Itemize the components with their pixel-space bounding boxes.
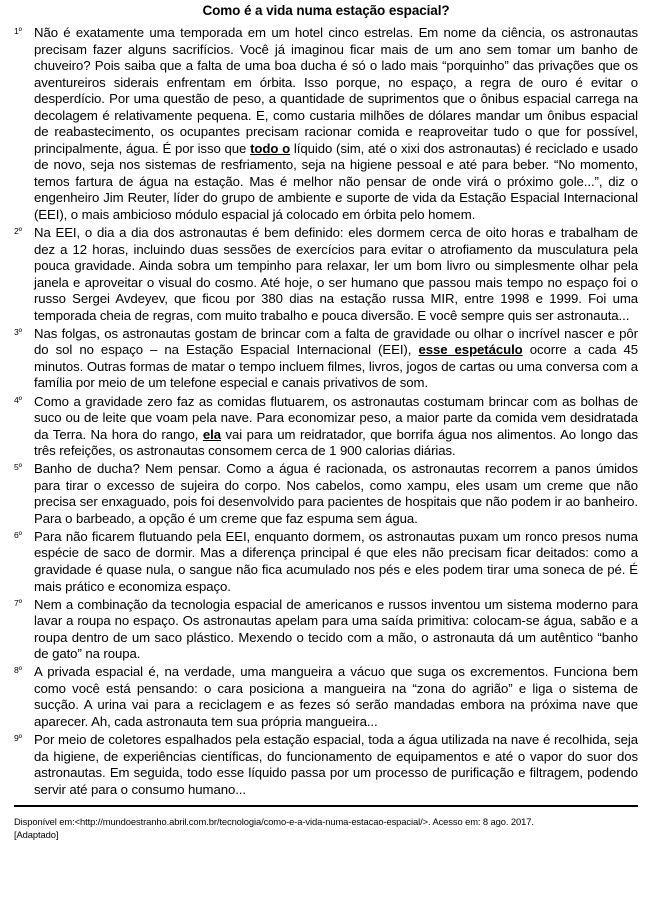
paragraph-text-before: Na EEI, o dia a dia dos astronautas é bem definido: eles dormem cerca de oito horas e trabalham de dez a 12 horas, incluindo duas sessões de exercícios para evitar o atrofiamento da musculatura pela pouca gravidade. Ainda sobra um tempinho para relaxar, ler um bom livro ou simplesmente olhar pela janela e aproveitar o visual do cosmo. Até hoje, o ser humano que passou mais tempo no espaço foi o russo Sergei Avdeyev, que ficou por 380 dias na estação russa MIR, entre 1998 e 1999. Foi uma temporada cheia de regras, com muito trabalho e pouca diversão. E você sempre quis ser astronauta... [34, 225, 638, 323]
paragraph-marker: 3º [14, 326, 22, 337]
paragraph-list [14, 25, 638, 798]
paragraph-marker: 5º [14, 462, 22, 473]
paragraph-marker: 6º [14, 529, 22, 540]
footer-divider [14, 805, 638, 807]
paragraph [14, 732, 638, 798]
paragraph-marker: 8º [14, 665, 22, 676]
source-citation [14, 816, 638, 841]
paragraph-text-before: Nas folgas, os astronautas gostam de brincar com a falta de gravidade ou olhar o incrível nascer e pôr do sol no espaço – na Estação Espacial Internacional (EEI), [34, 325, 638, 358]
paragraph [14, 597, 638, 663]
paragraph-marker: 7º [14, 597, 22, 608]
paragraph-text [34, 597, 638, 663]
paragraph-marker: 9º [14, 732, 22, 743]
emphasized-term: esse espetáculo [418, 342, 523, 358]
paragraph-text-after: vai para um reidratador, que borrifa água nos alimentos. Ao longo das três refeições, os astronautas consomem cerca de 1 900 calorias diárias. [34, 426, 638, 459]
paragraph-text [34, 732, 638, 798]
paragraph [14, 326, 638, 392]
emphasized-term: todo o [250, 140, 291, 156]
paragraph-text [34, 225, 638, 324]
paragraph [14, 664, 638, 730]
source-line-1: Disponível em:<http://mundoestranho.abril.com.br/tecnologia/como-e-a-vida-numa-estacao-espacial/>. Acesso em: 8 ago. 2017. [14, 816, 534, 828]
page-title: Como é a vida numa estação espacial? [202, 3, 450, 18]
paragraph-text-before: Não é exatamente uma temporada em um hotel cinco estrelas. Em nome da ciência, os astronautas precisam fazer alguns sacrifícios. Você já imaginou ficar mais de um ano sem tomar um banho de chuveiro? Pois saiba que a falta de uma boa ducha é só o lado mais “porquinho” das privações que os aventureiros siderais enfrentam em órbita. Isso porque, no espaço, a regra de ouro é evitar o desperdício. Por uma questão de peso, a quantidade de suprimentos que o ônibus espacial carrega na decolagem é relativamente pequena. E, como custaria milhões de dólares mandar um ônibus espacial de reabastecimento, os ocupantes precisam racionar comida e reaproveitar tudo o que for possível, principalmente, água. É por isso que [34, 25, 638, 156]
emphasized-term: ela [202, 426, 221, 442]
paragraph-marker: 1º [14, 26, 22, 36]
paragraph-text-before: Banho de ducha? Nem pensar. Como a água é racionada, os astronautas recorrem a panos úmidos para tirar o excesso de sujeira do corpo. Nos cabelos, como xampu, eles usam um creme que não precisa ser enxaguado, pois foi desenvolvido para pacientes de hospitais que não podem ir ao banheiro. Para o barbeado, a opção é um creme que faz espuma sem água. [34, 461, 638, 526]
document-page [0, 3, 655, 900]
paragraph-text [34, 326, 638, 392]
paragraph [14, 461, 638, 527]
paragraph-text [34, 394, 638, 460]
paragraph [14, 529, 638, 595]
paragraph-marker: 4º [14, 394, 22, 405]
paragraph-text-after: líquido (sim, até o xixi dos astronautas) é reciclado e usado de novo, seja nos sistemas de resfriamento, seja na higiene pessoal e até para beber. “No momento, temos fartura de água na estação. Mas é melhor não pensar de onde virá o próximo gole...”, diz o engenheiro Jim Reuter, líder do grupo de ambiente e suporte de vida da Estação Espacial Internacional (EEI), o mais ambicioso módulo espacial já colocado em órbita pelo homem. [34, 140, 638, 223]
paragraph-text-before: Como a gravidade zero faz as comidas flutuarem, os astronautas costumam brincar com as bolhas de suco ou de leite que voam pela nave. Para economizar peso, a maior parte da comida vem desidratada da Terra. Na hora do rango, [34, 393, 638, 442]
paragraph-text-before: Para não ficarem flutuando pela EEI, enquanto dormem, os astronautas puxam um ronco presos numa espécie de saco de dormir. Mas a diferença principal é que eles não precisam ficar deitados: como a gravidade é quase nula, o sangue não fica acumulado nos pés e eles podem tirar uma soneca de pé. É mais prático e economiza espaço. [34, 528, 638, 594]
paragraph-text [34, 664, 638, 730]
paragraph-text [34, 461, 638, 527]
paragraph [14, 225, 638, 324]
paragraph-text-before: Por meio de coletores espalhados pela estação espacial, toda a água utilizada na nave é recolhida, seja da higiene, de experiências científicas, do funcionamento de equipamentos e até o vapor do suor dos astronautas. Em seguida, todo esse líquido passa por um processo de purificação e filtragem, podendo servir até para o consumo humano... [34, 731, 638, 797]
paragraph-text [34, 529, 638, 595]
paragraph-marker: 2º [14, 226, 22, 237]
paragraph-text-before: A privada espacial é, na verdade, uma mangueira a vácuo que suga os excrementos. Funciona bem como você está pensando: o cara posiciona a mangueira na “zona do agrião” e liga o sistema de sucção. A urina vai para a reciclagem e as fezes só serão mandadas embora na próxima nave que aparecer. Ah, cada astronauta tem sua própria mangueira... [34, 664, 638, 729]
paragraph-text-before: Nem a combinação da tecnologia espacial de americanos e russos inventou um sistema moderno para lavar a roupa no espaço. Os astronautas apelam para uma saída primitiva: colocam-se água, sabão e a roupa dentro de um saco plástico. Mexendo o tecido com a mão, o astronauta dá um autêntico “banho de gato” na roupa. [34, 596, 638, 662]
paragraph [14, 25, 638, 224]
paragraph [14, 394, 638, 460]
paragraph-text-after: ocorre a cada 45 minutos. Outras formas de matar o tempo incluem filmes, livros, jogos de cartas ou uma conversa com a família por meio de um telefone especial e canais privativos de som. [34, 342, 638, 391]
source-line-2: [Adaptado] [14, 828, 59, 840]
paragraph-text [34, 25, 638, 224]
